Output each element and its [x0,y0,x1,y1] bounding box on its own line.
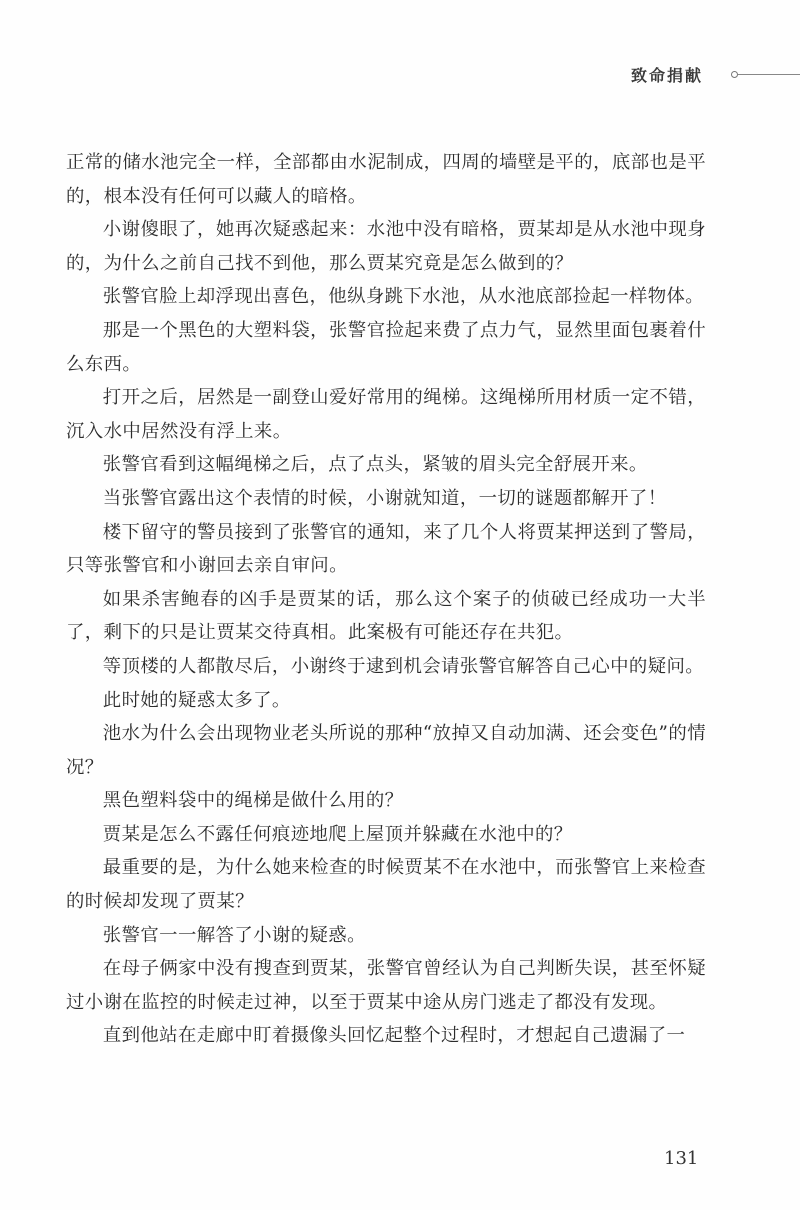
paragraph: 张警官一一解答了小谢的疑惑。 [102,924,366,946]
paragraph: 最重要的是，为什么她来检查的时候贾某不在水池中，而张警官上来检查的时候却发现了贾某？ [66,857,706,913]
chapter-title: 致命捐献 [630,65,703,85]
paragraph: 此时她的疑惑太多了。 [102,689,291,711]
header-ornament-icon [731,71,800,78]
running-header [631,62,800,86]
ornament-line [738,74,800,75]
body-text [66,146,706,1053]
paragraph: 楼下留守的警员接到了张警官的通知，来了几个人将贾某押送到了警局，只等张警官和小谢回去亲自审问。 [66,521,706,577]
paragraph: 如果杀害鲍春的凶手是贾某的话，那么这个案子的侦破已经成功一大半了，剩下的只是让贾某交待真相。此案极有可能还存在共犯。 [66,588,706,644]
paragraph: 小谢傻眼了，她再次疑惑起来：水池中没有暗格，贾某却是从水池中现身的，为什么之前自己找不到他，那么贾某究竟是怎么做到的？ [66,219,706,274]
paragraph: 正常的储水池完全一样，全部都由水泥制成，四周的墙壁是平的，底部也是平的，根本没有任何可以藏人的暗格。 [66,152,706,207]
paragraph: 张警官脸上却浮现出喜色，他纵身跳下水池，从水池底部捡起一样物体。 [102,286,705,308]
paragraph: 黑色塑料袋中的绳梯是做什么用的？ [102,790,404,812]
paragraph: 在母子俩家中没有搜查到贾某，张警官曾经认为自己判断失误，甚至怀疑过小谢在监控的时候走过神，以至于贾某中途从房门逃走了都没有发现。 [66,958,706,1013]
paragraph: 张警官看到这幅绳梯之后，点了点头，紧皱的眉头完全舒展开来。 [102,454,648,476]
paragraph: 打开之后，居然是一副登山爱好常用的绳梯。这绳梯所用材质一定不错，沉入水中居然没有浮上来。 [66,387,706,442]
paragraph: 池水为什么会出现物业老头所说的那种“放掉又自动加满、还会变色”的情况？ [66,723,706,778]
paragraph: 那是一个黑色的大塑料袋，张警官捡起来费了点力气，显然里面包裹着什么东西。 [66,319,706,375]
paragraph: 等顶楼的人都散尽后，小谢终于逮到机会请张警官解答自己心中的疑问。 [102,655,705,677]
paragraph: 贾某是怎么不露任何痕迹地爬上屋顶并躲藏在水池中的？ [102,823,573,845]
paragraph: 直到他站在走廊中盯着摄像头回忆起整个过程时，才想起自己遗漏了一 [102,1025,686,1047]
ornament-circle-icon [731,71,738,78]
paragraph: 当张警官露出这个表情的时候，小谢就知道，一切的谜题都解开了！ [102,487,667,509]
page-number: 131 [664,1148,699,1169]
